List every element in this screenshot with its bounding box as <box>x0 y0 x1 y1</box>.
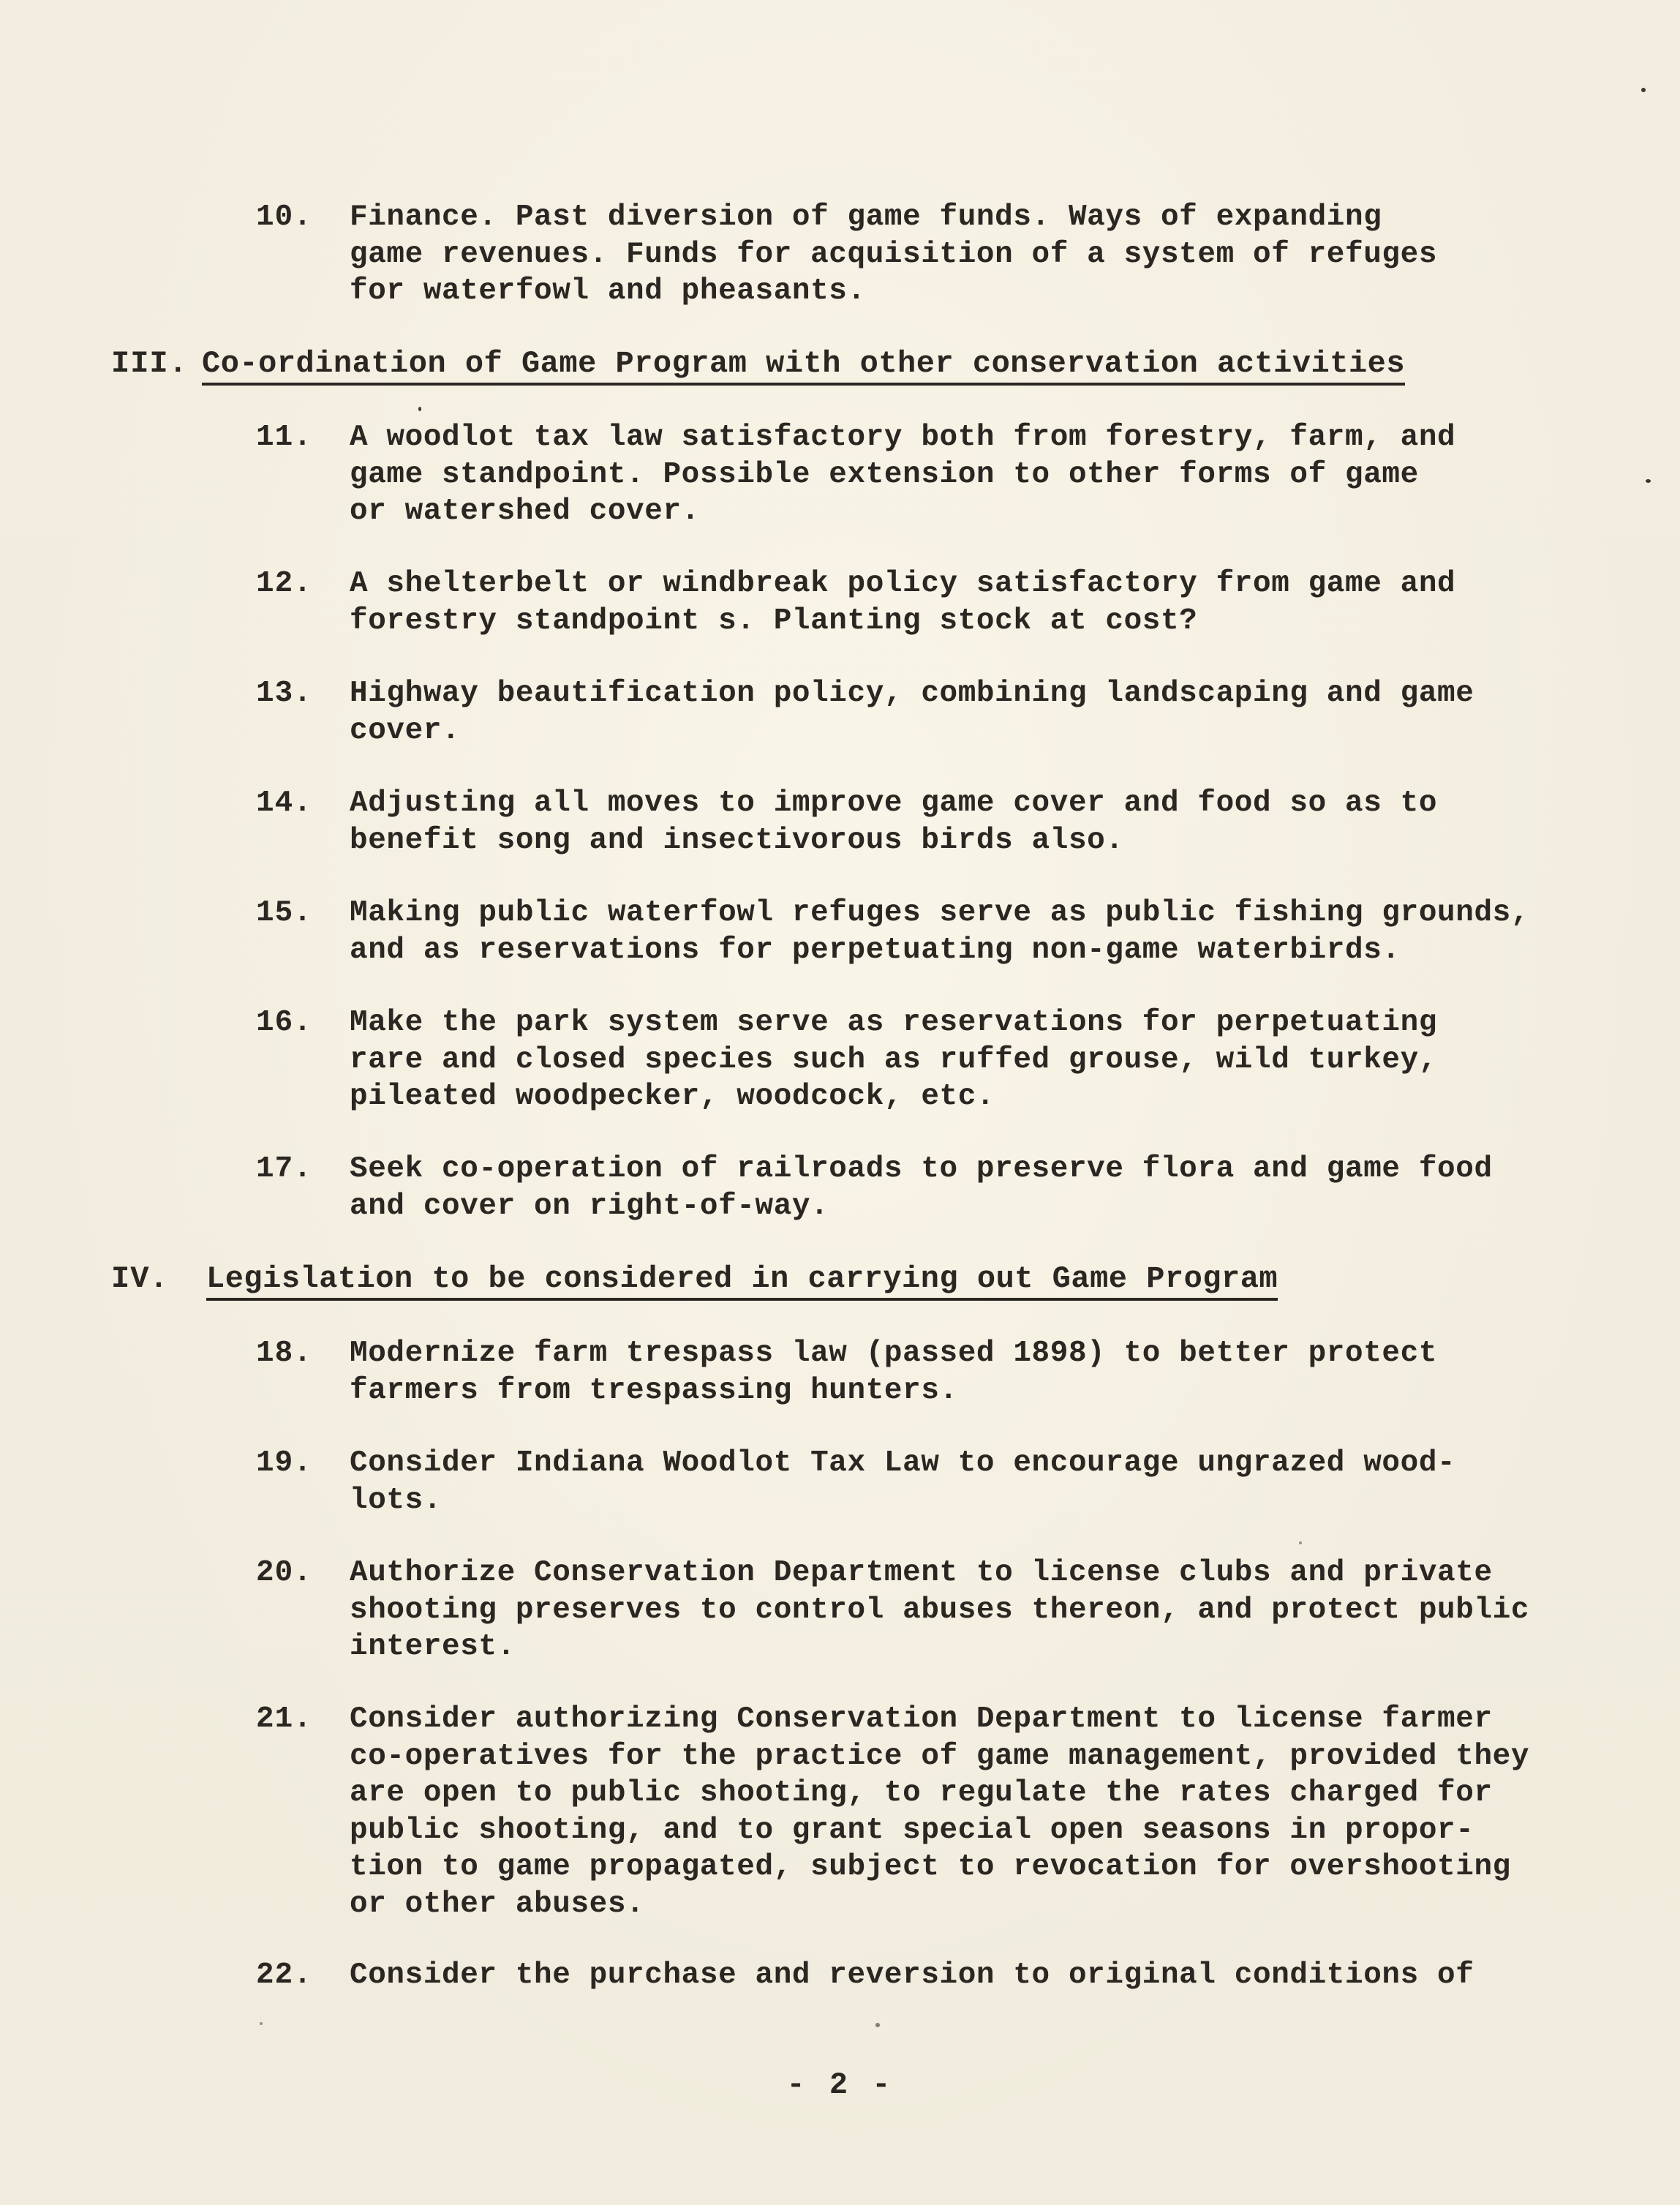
item-line: or other abuses. <box>350 1887 645 1921</box>
item-line: farmers from trespassing hunters. <box>350 1373 958 1408</box>
item-line: Consider Indiana Woodlot Tax Law to encourage ungrazed wood- <box>350 1446 1456 1480</box>
item-line: game revenues. Funds for acquisition of a system of refuges <box>350 237 1438 271</box>
item-line: game standpoint. Possible extension to other forms of game <box>350 457 1419 492</box>
item-text <box>350 1555 1534 1666</box>
item-line: A shelterbelt or windbreak policy satisfactory from game and <box>350 567 1456 601</box>
item-line: Making public waterfowl refuges serve as public fishing grounds, <box>350 896 1530 930</box>
item-text <box>350 1335 1534 1409</box>
item-text <box>350 1004 1534 1116</box>
item-line: shooting preserves to control abuses thereon, and protect public <box>350 1593 1530 1627</box>
paper-speck <box>260 2022 263 2025</box>
item-number: 11. <box>256 421 312 454</box>
item-line: for waterfowl and pheasants. <box>350 274 866 308</box>
item-line: are open to public shooting, to regulate the rates charged for <box>350 1776 1493 1810</box>
paper-speck <box>418 407 421 411</box>
item-line: lots. <box>350 1483 442 1517</box>
section-numeral: III. <box>111 346 188 381</box>
item-number: 20. <box>256 1556 312 1590</box>
item-line: Make the park system serve as reservations for perpetuating <box>350 1006 1438 1040</box>
item-line: pileated woodpecker, woodcock, etc. <box>350 1080 995 1113</box>
section-title: Legislation to be considered in carrying out Game Program <box>206 1261 1278 1301</box>
item-number: 22. <box>256 1958 312 1992</box>
item-text <box>350 895 1534 969</box>
item-line: forestry standpoint s. Planting stock at cost? <box>350 604 1198 638</box>
item-line: benefit song and insectivorous birds also. <box>350 823 1124 857</box>
item-line: Modernize farm trespass law (passed 1898) to better protect <box>350 1337 1438 1370</box>
item-text <box>350 199 1534 310</box>
item-line: Consider authorizing Conservation Department to license farmer <box>350 1702 1493 1736</box>
item-text <box>350 785 1534 859</box>
item-line: Finance. Past diversion of game funds. Ways of expanding <box>350 200 1382 234</box>
item-line: tion to game propagated, subject to revocation for overshooting <box>350 1850 1511 1884</box>
item-line: and cover on right-of-way. <box>350 1189 829 1223</box>
item-number: 17. <box>256 1152 312 1186</box>
item-text <box>350 1445 1534 1519</box>
item-text <box>350 675 1534 749</box>
item-number: 14. <box>256 786 312 820</box>
paper-speck <box>1641 88 1646 92</box>
item-line: public shooting, and to grant special open seasons in propor- <box>350 1813 1474 1847</box>
item-line: A woodlot tax law satisfactory both from forestry, farm, and <box>350 421 1456 454</box>
item-line: rare and closed species such as ruffed grouse, wild turkey, <box>350 1043 1438 1077</box>
section-numeral: IV. <box>111 1261 169 1296</box>
item-text <box>350 1957 1534 1994</box>
item-text <box>350 419 1534 530</box>
item-line: Authorize Conservation Department to license clubs and private <box>350 1556 1493 1590</box>
item-line: Seek co-operation of railroads to preserve flora and game food <box>350 1152 1493 1186</box>
paper-speck <box>1299 1541 1302 1544</box>
item-number: 18. <box>256 1337 312 1370</box>
item-number: 10. <box>256 200 312 234</box>
item-number: 16. <box>256 1006 312 1040</box>
item-line: co-operatives for the practice of game management, provided they <box>350 1739 1530 1773</box>
section-title: Co-ordination of Game Program with other conservation activities <box>202 345 1405 386</box>
item-line: and as reservations for perpetuating non-game waterbirds. <box>350 933 1401 967</box>
page-number: - 2 - <box>786 2067 894 2103</box>
item-number: 12. <box>256 567 312 601</box>
item-line: interest. <box>350 1630 516 1664</box>
item-text <box>350 566 1534 639</box>
item-line: Consider the purchase and reversion to original conditions of <box>350 1958 1474 1992</box>
item-line: or watershed cover. <box>350 495 700 528</box>
item-number: 13. <box>256 677 312 710</box>
item-line: cover. <box>350 713 461 748</box>
item-number: 21. <box>256 1702 312 1736</box>
item-number: 19. <box>256 1446 312 1480</box>
item-line: Adjusting all moves to improve game cover and food so as to <box>350 786 1438 820</box>
item-text <box>350 1151 1534 1225</box>
paper-speck <box>875 2023 880 2027</box>
item-text <box>350 1701 1534 1923</box>
item-line: Highway beautification policy, combining landscaping and game <box>350 677 1474 710</box>
paper-speck <box>1646 479 1651 483</box>
item-number: 15. <box>256 896 312 930</box>
